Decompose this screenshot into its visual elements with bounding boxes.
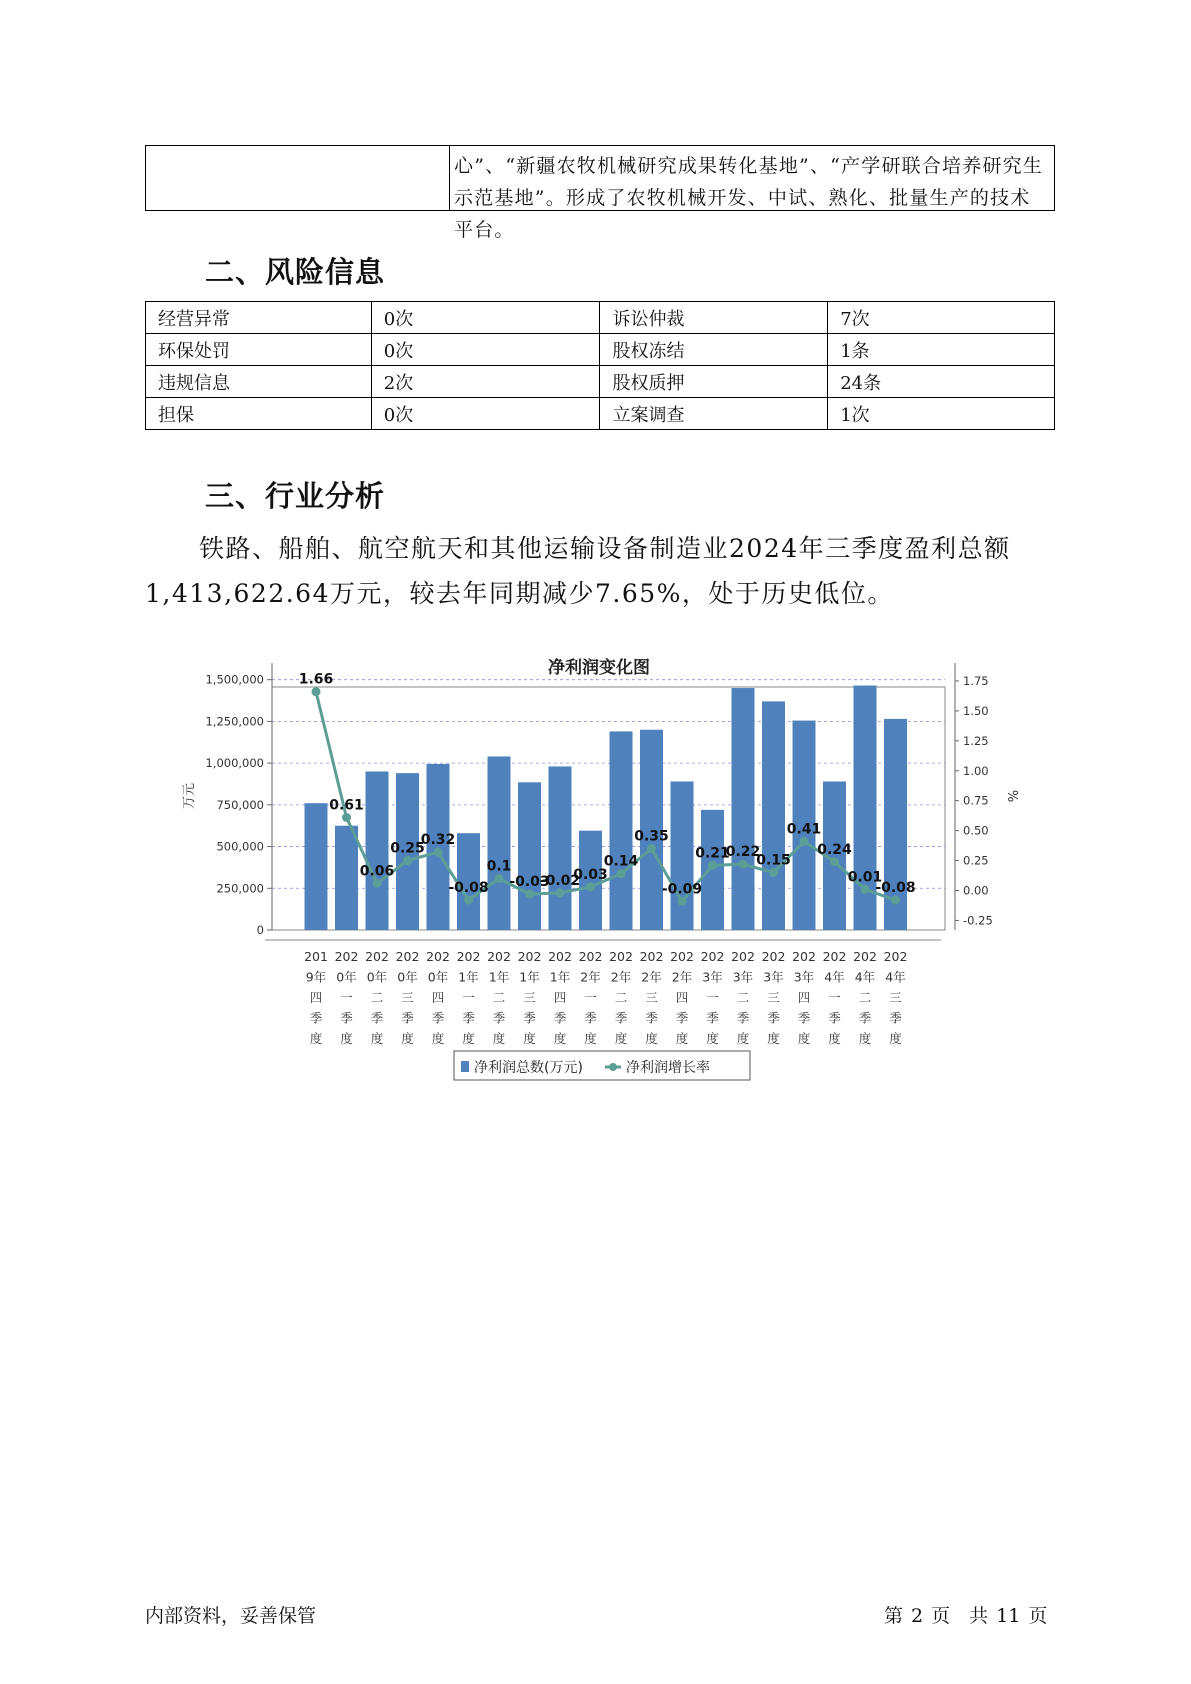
bar xyxy=(732,688,755,930)
risk-item-label: 担保 xyxy=(146,398,372,430)
x-tick-label: 202 1年三季度 xyxy=(517,949,542,1046)
legend-line-marker xyxy=(609,1063,617,1071)
footer-page-number: 第 2 页 共 11 页 xyxy=(884,1605,1048,1627)
risk-item-label: 股权冻结 xyxy=(600,334,828,366)
x-tick-label: 202 1年一季度 xyxy=(456,949,481,1046)
growth-rate-data-label: 0.24 xyxy=(817,841,852,858)
risk-table-row xyxy=(146,302,1055,334)
growth-rate-data-label: 0.41 xyxy=(786,821,822,838)
growth-rate-data-label: -0.08 xyxy=(448,880,489,897)
risk-item-label: 诉讼仲裁 xyxy=(600,302,828,334)
y2-tick-label: 0.50 xyxy=(963,823,989,838)
growth-rate-point xyxy=(708,861,717,870)
bar xyxy=(762,701,785,930)
growth-rate-point xyxy=(861,885,870,894)
growth-rate-data-label: -0.08 xyxy=(875,880,916,897)
growth-rate-point xyxy=(312,687,321,696)
growth-rate-data-label: 0.21 xyxy=(695,845,730,862)
y-axis-label: 万元 xyxy=(182,782,197,810)
bar xyxy=(610,731,633,930)
growth-rate-point xyxy=(525,890,534,899)
x-tick-label: 202 3年一季度 xyxy=(700,949,725,1046)
risk-item-value: 7次 xyxy=(828,302,1055,334)
risk-table-row xyxy=(146,366,1055,398)
top-table-right-cell: 心”、“新疆农牧机械研究成果转化基地”、“产学研联合培养研究生示范基地”。形成了农牧机械开发、中试、熟化、批量生产的技术平台。 xyxy=(454,155,1044,241)
risk-item-value: 2次 xyxy=(371,366,600,398)
risk-item-value: 0次 xyxy=(371,398,600,430)
section-title-industry: 三、行业分析 xyxy=(205,479,386,513)
section-title-risk: 二、风险信息 xyxy=(205,255,386,289)
growth-rate-point xyxy=(373,879,382,888)
x-tick-label: 202 3年二季度 xyxy=(731,949,755,1046)
y2-tick-label: 1.25 xyxy=(963,733,989,748)
net-profit-chart xyxy=(175,648,1035,1108)
x-tick-label: 202 1年二季度 xyxy=(487,949,511,1046)
x-tick-label: 202 3年四季度 xyxy=(792,949,816,1046)
y-tick-label: 1,500,000 xyxy=(205,672,264,687)
growth-rate-data-label: -0.03 xyxy=(509,874,550,891)
growth-rate-point xyxy=(434,848,443,857)
risk-item-value: 24条 xyxy=(828,366,1055,398)
growth-rate-point xyxy=(800,837,809,846)
bar xyxy=(488,756,511,930)
legend-bar-swatch xyxy=(461,1061,469,1072)
y2-tick-label: 0.00 xyxy=(963,883,989,898)
bar xyxy=(305,803,328,930)
x-tick-label: 202 0年四季度 xyxy=(426,949,450,1046)
growth-rate-data-label: 1.66 xyxy=(298,671,334,688)
y-tick-label: 0 xyxy=(256,923,264,937)
x-tick-label: 201 9年四季度 xyxy=(304,949,328,1046)
risk-item-value: 1条 xyxy=(828,334,1055,366)
y2-tick-label: 1.75 xyxy=(963,673,989,688)
growth-rate-data-label: 0.32 xyxy=(420,832,456,849)
y2-tick-label: 0.75 xyxy=(963,793,989,808)
growth-rate-point xyxy=(739,860,748,869)
growth-rate-data-label: 0.03 xyxy=(573,866,608,883)
risk-info-table xyxy=(145,301,1055,430)
x-tick-label: 202 4年一季度 xyxy=(822,949,847,1046)
growth-rate-data-label: 0.22 xyxy=(725,844,761,861)
x-tick-label: 202 0年二季度 xyxy=(365,949,389,1046)
industry-paragraph: 铁路、船舶、航空航天和其他运输设备制造业2024年三季度盈利总额1,413,622.64万元，较去年同期减少7.65%，处于历史低位。 xyxy=(145,534,1011,608)
growth-rate-data-label: 0.25 xyxy=(390,840,425,857)
risk-item-value: 0次 xyxy=(371,334,600,366)
x-tick-label: 202 4年三季度 xyxy=(883,949,908,1046)
legend-bar-label: 净利润总数(万元) xyxy=(474,1060,583,1076)
growth-rate-point xyxy=(495,874,504,883)
bar xyxy=(335,826,358,930)
growth-rate-point xyxy=(891,896,900,905)
y-tick-label: 250,000 xyxy=(216,881,264,896)
growth-rate-data-label: 0.61 xyxy=(329,797,364,814)
y2-tick-label: -0.25 xyxy=(963,913,993,928)
bar xyxy=(518,782,541,930)
growth-rate-point xyxy=(830,857,839,866)
x-tick-label: 202 1年四季度 xyxy=(548,949,572,1046)
y-tick-label: 1,250,000 xyxy=(205,714,264,729)
growth-rate-data-label: 0.14 xyxy=(603,853,639,870)
risk-table-row xyxy=(146,398,1055,430)
growth-rate-data-label: 0.15 xyxy=(756,852,791,869)
legend-line-label: 净利润增长率 xyxy=(626,1060,710,1076)
top-table-left-cell xyxy=(146,146,450,210)
x-tick-label: 202 2年四季度 xyxy=(670,949,694,1046)
growth-rate-point xyxy=(342,813,351,822)
growth-rate-data-label: 0.35 xyxy=(634,828,669,845)
y2-tick-label: 1.00 xyxy=(963,763,989,778)
growth-rate-point xyxy=(586,882,595,891)
footer-left: 内部资料，妥善保管 xyxy=(145,1605,317,1627)
risk-item-value: 0次 xyxy=(371,302,600,334)
top-info-table xyxy=(145,145,1055,241)
bar xyxy=(549,766,572,930)
y-tick-label: 750,000 xyxy=(216,797,264,812)
y-tick-label: 500,000 xyxy=(216,839,264,854)
growth-rate-data-label: 0.06 xyxy=(359,863,395,880)
growth-rate-data-label: -0.02 xyxy=(539,872,581,889)
risk-item-value: 1次 xyxy=(828,398,1055,430)
growth-rate-point xyxy=(556,888,565,897)
y2-tick-label: 0.25 xyxy=(963,853,989,868)
x-tick-label: 202 0年三季度 xyxy=(395,949,420,1046)
bar xyxy=(701,810,724,930)
bar xyxy=(366,771,389,930)
risk-item-label: 经营异常 xyxy=(146,302,372,334)
growth-rate-data-label: 0.01 xyxy=(847,869,883,886)
growth-rate-data-label: 0.1 xyxy=(486,858,512,875)
risk-item-label: 违规信息 xyxy=(146,366,372,398)
bar xyxy=(671,781,694,930)
growth-rate-point xyxy=(403,856,412,865)
x-tick-label: 202 2年二季度 xyxy=(609,949,633,1046)
growth-rate-point xyxy=(617,869,626,878)
y-tick-label: 1,000,000 xyxy=(205,756,264,771)
growth-rate-point xyxy=(769,868,778,877)
x-tick-label: 202 2年一季度 xyxy=(578,949,603,1046)
x-tick-label: 202 0年一季度 xyxy=(334,949,359,1046)
risk-item-label: 立案调查 xyxy=(600,398,828,430)
x-tick-label: 202 2年三季度 xyxy=(639,949,664,1046)
y2-tick-label: 1.50 xyxy=(963,703,989,718)
x-tick-label: 202 3年三季度 xyxy=(761,949,786,1046)
risk-item-label: 股权质押 xyxy=(600,366,828,398)
y2-axis-label: % xyxy=(1004,789,1019,803)
growth-rate-point xyxy=(678,897,687,906)
chart-title: 净利润变化图 xyxy=(548,658,650,678)
risk-table-row xyxy=(146,334,1055,366)
risk-item-label: 环保处罚 xyxy=(146,334,372,366)
growth-rate-point xyxy=(464,896,473,905)
growth-rate-data-label: -0.09 xyxy=(661,881,703,898)
growth-rate-point xyxy=(647,844,656,853)
x-tick-label: 202 4年二季度 xyxy=(853,949,877,1046)
